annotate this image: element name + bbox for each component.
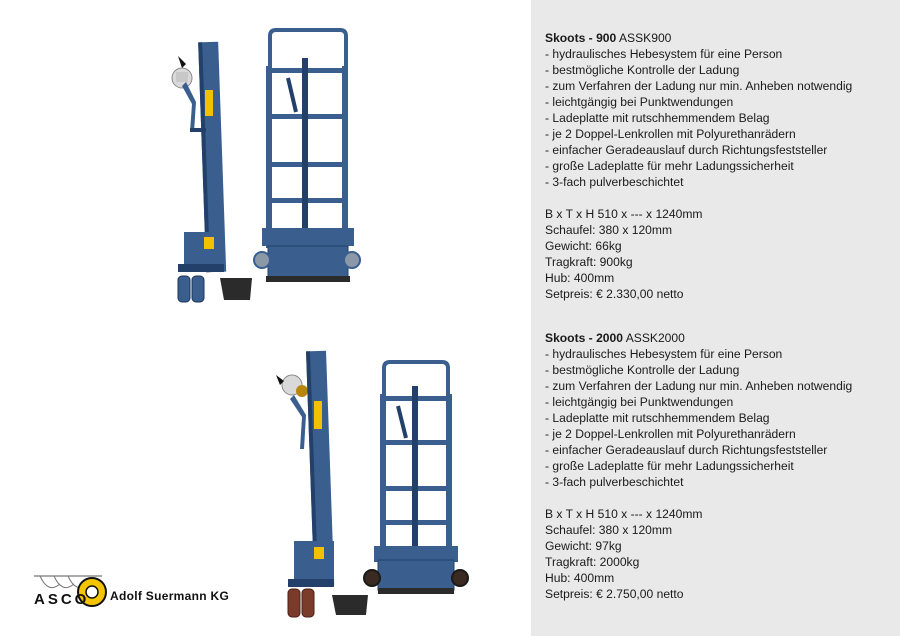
feature-item: - zum Verfahren der Ladung nur min. Anheben notwendig xyxy=(545,379,853,393)
product-block-skoots-900 xyxy=(545,30,895,302)
feature-item: - Ladeplatte mit rutschhemmendem Belag xyxy=(545,411,770,425)
feature-item: - große Ladeplatte für mehr Ladungssicherheit xyxy=(545,159,794,173)
feature-item: - je 2 Doppel-Lenkrollen mit Polyurethanrädern xyxy=(545,127,796,141)
feature-item: - leichtgängig bei Punktwendungen xyxy=(545,95,734,109)
skoots-900-side-image xyxy=(160,32,260,307)
feature-item: - hydraulisches Hebesystem für eine Person xyxy=(545,47,783,61)
spec-price: Setpreis: € 2.330,00 netto xyxy=(545,287,684,301)
feature-list xyxy=(545,346,895,490)
product-heading xyxy=(545,30,895,46)
product-block-skoots-2000 xyxy=(545,330,895,602)
feature-item: - einfacher Geradeauslauf durch Richtungsfeststeller xyxy=(545,443,828,457)
feature-item: - bestmögliche Kontrolle der Ladung xyxy=(545,63,740,77)
spec-shovel: Schaufel: 380 x 120mm xyxy=(545,223,673,237)
spec-list xyxy=(545,206,895,302)
spec-dimensions: B x T x H 510 x --- x 1240mm xyxy=(545,207,703,221)
spec-weight: Gewicht: 97kg xyxy=(545,539,622,553)
product-code: ASSK900 xyxy=(618,31,672,45)
spec-price: Setpreis: € 2.750,00 netto xyxy=(545,587,684,601)
spec-list xyxy=(545,506,895,602)
spec-dimensions: B x T x H 510 x --- x 1240mm xyxy=(545,507,703,521)
feature-item: - bestmögliche Kontrolle der Ladung xyxy=(545,363,740,377)
feature-item: - einfacher Geradeauslauf durch Richtungsfeststeller xyxy=(545,143,828,157)
feature-item: - zum Verfahren der Ladung nur min. Anheben notwendig xyxy=(545,79,853,93)
spec-lift: Hub: 400mm xyxy=(545,571,615,585)
skoots-2000-side-image xyxy=(268,345,373,620)
feature-item: - Ladeplatte mit rutschhemmendem Belag xyxy=(545,111,770,125)
feature-item: - große Ladeplatte für mehr Ladungssicherheit xyxy=(545,459,794,473)
company-name: Adolf Suermann KG xyxy=(110,589,230,603)
spec-lift: Hub: 400mm xyxy=(545,271,615,285)
spec-capacity: Tragkraft: 2000kg xyxy=(545,555,640,569)
product-heading xyxy=(545,330,895,346)
feature-item: - hydraulisches Hebesystem für eine Person xyxy=(545,347,783,361)
skoots-900-front-image xyxy=(248,28,363,286)
product-code: ASSK2000 xyxy=(625,331,685,345)
spec-capacity: Tragkraft: 900kg xyxy=(545,255,633,269)
spec-shovel: Schaufel: 380 x 120mm xyxy=(545,523,673,537)
product-title: Skoots - 900 xyxy=(545,31,617,45)
feature-item: - 3-fach pulverbeschichtet xyxy=(545,475,684,489)
spec-weight: Gewicht: 66kg xyxy=(545,239,622,253)
product-info-pane xyxy=(531,0,900,636)
feature-item: - leichtgängig bei Punktwendungen xyxy=(545,395,734,409)
feature-list xyxy=(545,46,895,190)
feature-item: - je 2 Doppel-Lenkrollen mit Polyurethanrädern xyxy=(545,427,796,441)
skoots-2000-front-image xyxy=(362,360,470,600)
product-title: Skoots - 2000 xyxy=(545,331,623,345)
feature-item: - 3-fach pulverbeschichtet xyxy=(545,175,684,189)
logo-mark: ASCO xyxy=(34,591,90,608)
